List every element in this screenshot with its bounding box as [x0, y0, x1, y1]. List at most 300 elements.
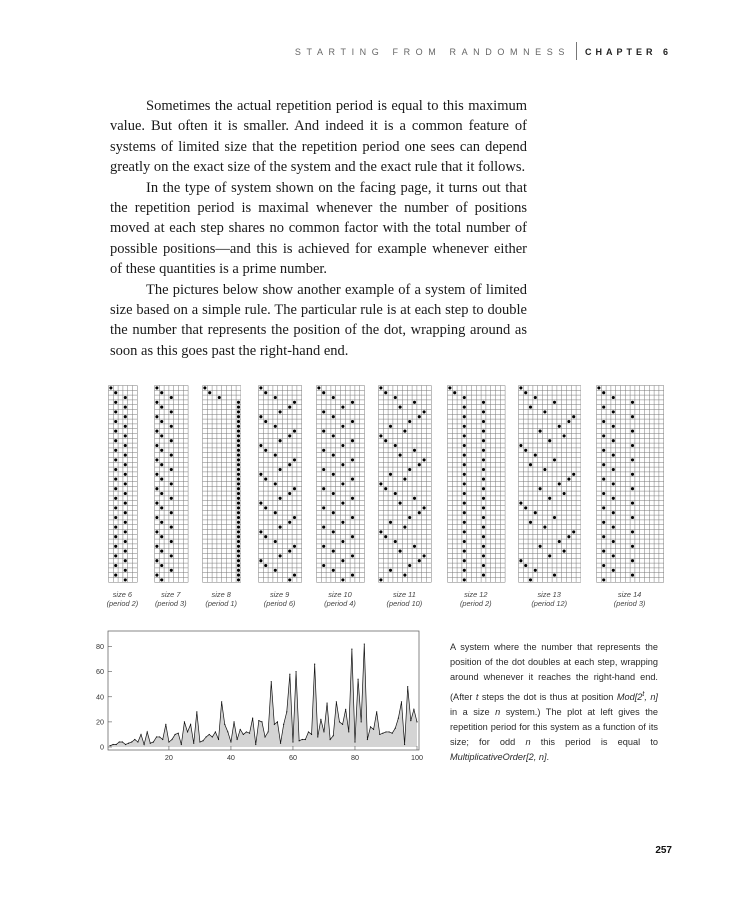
- dot: [288, 578, 291, 581]
- dot: [543, 526, 546, 529]
- dot: [237, 406, 240, 409]
- data-point: [280, 743, 281, 744]
- system-grid-size-11: [378, 385, 432, 583]
- dot: [114, 574, 117, 577]
- data-point: [292, 741, 293, 742]
- dot: [463, 569, 466, 572]
- dot: [384, 535, 387, 538]
- dot: [413, 497, 416, 500]
- dot: [170, 540, 173, 543]
- dot: [341, 559, 344, 562]
- dot: [237, 449, 240, 452]
- dot: [631, 487, 634, 490]
- grid-lines: [519, 386, 581, 583]
- grid-label-period: (period 3): [613, 599, 646, 608]
- dot: [534, 396, 537, 399]
- dot: [612, 468, 615, 471]
- dot: [170, 526, 173, 529]
- grid-label-size: size 12: [464, 590, 488, 599]
- data-point: [308, 731, 309, 732]
- dot: [208, 391, 211, 394]
- dot: [351, 554, 354, 557]
- dot: [482, 574, 485, 577]
- dot: [288, 492, 291, 495]
- dot: [237, 559, 240, 562]
- dot: [124, 578, 127, 581]
- dot: [612, 454, 615, 457]
- dot: [602, 492, 605, 495]
- dot: [274, 540, 277, 543]
- dot: [341, 463, 344, 466]
- dot: [631, 502, 634, 505]
- dot: [332, 492, 335, 495]
- dot: [631, 444, 634, 447]
- dot: [463, 463, 466, 466]
- dot: [160, 506, 163, 509]
- data-point: [243, 734, 244, 735]
- grid-label-period: (period 2): [459, 599, 492, 608]
- dot: [482, 420, 485, 423]
- dot: [524, 449, 527, 452]
- dot: [293, 401, 296, 404]
- y-tick-label: 80: [96, 642, 104, 652]
- dot: [155, 458, 158, 461]
- dot: [463, 530, 466, 533]
- dot: [114, 506, 117, 509]
- body-text: [110, 96, 527, 361]
- data-point: [314, 664, 315, 665]
- dot: [463, 540, 466, 543]
- dot: [463, 406, 466, 409]
- dot: [322, 526, 325, 529]
- dot: [408, 468, 411, 471]
- dot: [279, 439, 282, 442]
- data-point: [410, 720, 411, 721]
- dot: [237, 492, 240, 495]
- grid-label-period: (period 10): [386, 599, 423, 608]
- dot: [155, 545, 158, 548]
- dot: [237, 554, 240, 557]
- dot: [384, 439, 387, 442]
- dot: [237, 454, 240, 457]
- grid-label-period: (period 1): [205, 599, 237, 608]
- dot: [602, 535, 605, 538]
- dot: [463, 396, 466, 399]
- dot: [423, 506, 426, 509]
- dot: [482, 468, 485, 471]
- dot: [237, 434, 240, 437]
- dot: [170, 511, 173, 514]
- dot: [463, 559, 466, 562]
- dot: [463, 521, 466, 524]
- dot: [463, 425, 466, 428]
- dot: [529, 578, 532, 581]
- data-point: [181, 744, 182, 745]
- data-point: [134, 739, 135, 740]
- y-tick-label: 20: [96, 717, 104, 727]
- dot: [351, 574, 354, 577]
- dot: [237, 463, 240, 466]
- dot: [237, 497, 240, 500]
- dot: [155, 386, 158, 389]
- grid-label-period: (period 12): [531, 599, 568, 608]
- x-tick-label: 80: [350, 753, 359, 762]
- dot: [237, 473, 240, 476]
- dot: [114, 430, 117, 433]
- y-tick-label: 40: [96, 692, 104, 702]
- data-point: [413, 709, 414, 710]
- dot: [237, 482, 240, 485]
- dot: [341, 444, 344, 447]
- dot: [379, 386, 382, 389]
- data-point: [376, 711, 377, 712]
- dot: [155, 430, 158, 433]
- data-point: [404, 744, 405, 745]
- dot: [160, 463, 163, 466]
- dot: [170, 569, 173, 572]
- dot: [403, 574, 406, 577]
- grid-label-period: (period 4): [324, 599, 356, 608]
- dot: [124, 482, 127, 485]
- dot: [612, 526, 615, 529]
- dot: [160, 535, 163, 538]
- dot: [602, 550, 605, 553]
- data-point: [305, 739, 306, 740]
- data-point: [175, 734, 176, 735]
- dot: [453, 391, 456, 394]
- dot: [543, 468, 546, 471]
- dot: [114, 391, 117, 394]
- dot: [264, 478, 267, 481]
- dot: [170, 497, 173, 500]
- dot: [379, 434, 382, 437]
- paragraph-1: Sometimes the actual repetition period is equal to this maximum value. But often it is smaller. And indeed it is a common feature of systems of limited size that the repetition period one sees can depend greatly on the exact size of the system and the exact rule that it follows.: [110, 98, 527, 176]
- dot: [399, 454, 402, 457]
- dot: [264, 535, 267, 538]
- dot: [237, 478, 240, 481]
- dot: [389, 425, 392, 428]
- data-point: [326, 702, 327, 703]
- dot: [389, 569, 392, 572]
- dot: [612, 497, 615, 500]
- data-point: [196, 711, 197, 712]
- dot: [114, 516, 117, 519]
- page-number: 257: [655, 845, 672, 856]
- dot: [114, 420, 117, 423]
- dot: [341, 521, 344, 524]
- dot: [602, 506, 605, 509]
- dot: [399, 406, 402, 409]
- dot: [463, 550, 466, 553]
- data-point: [159, 736, 160, 737]
- dot: [351, 458, 354, 461]
- dot: [155, 401, 158, 404]
- data-point: [398, 718, 399, 719]
- dot: [403, 430, 406, 433]
- y-tick-label: 60: [96, 667, 104, 677]
- series-area: [110, 644, 417, 747]
- system-grid-size-10: [316, 385, 365, 583]
- grid-svg: [596, 385, 664, 583]
- dot: [524, 506, 527, 509]
- data-point: [168, 741, 169, 742]
- running-title: STARTING FROM RANDOMNESS: [294, 47, 570, 57]
- data-point: [193, 743, 194, 744]
- dot: [114, 526, 117, 529]
- dot: [539, 487, 542, 490]
- dot: [612, 569, 615, 572]
- dot: [612, 540, 615, 543]
- dot: [322, 468, 325, 471]
- dot: [332, 511, 335, 514]
- grid-svg: [316, 385, 365, 583]
- dot: [317, 386, 320, 389]
- data-point: [333, 735, 334, 736]
- dot: [482, 401, 485, 404]
- dot: [558, 540, 561, 543]
- dot: [418, 511, 421, 514]
- dot: [160, 550, 163, 553]
- dot: [539, 430, 542, 433]
- dot: [124, 463, 127, 466]
- dot: [602, 463, 605, 466]
- dot: [124, 569, 127, 572]
- grid-label: [595, 590, 665, 608]
- data-point: [144, 744, 145, 745]
- data-point: [125, 744, 126, 745]
- data-point: [227, 731, 228, 732]
- dot: [631, 530, 634, 533]
- dot: [279, 468, 282, 471]
- data-point: [345, 709, 346, 710]
- data-point: [215, 731, 216, 732]
- dot: [482, 545, 485, 548]
- dot: [612, 511, 615, 514]
- dot: [124, 406, 127, 409]
- dot: [413, 449, 416, 452]
- dot: [482, 458, 485, 461]
- data-point: [299, 740, 300, 741]
- data-point: [274, 724, 275, 725]
- dot: [399, 550, 402, 553]
- data-point: [286, 711, 287, 712]
- dot: [322, 545, 325, 548]
- data-point: [109, 745, 110, 746]
- dot: [170, 482, 173, 485]
- data-point: [187, 731, 188, 732]
- dot: [322, 391, 325, 394]
- chapter-label: CHAPTER 6: [584, 47, 672, 57]
- grid-lines: [379, 386, 432, 583]
- header-divider: [576, 42, 577, 60]
- dot: [124, 540, 127, 543]
- grid-label-size: size 13: [537, 590, 561, 599]
- dot: [408, 564, 411, 567]
- dot: [351, 401, 354, 404]
- dot: [631, 458, 634, 461]
- dot: [351, 420, 354, 423]
- dot: [463, 511, 466, 514]
- data-point: [407, 686, 408, 687]
- dot: [394, 492, 397, 495]
- data-point: [395, 728, 396, 729]
- data-point: [277, 721, 278, 722]
- data-point: [209, 734, 210, 735]
- dot: [612, 554, 615, 557]
- dot: [114, 439, 117, 442]
- data-point: [264, 736, 265, 737]
- grid-svg: [108, 385, 138, 583]
- dot: [389, 473, 392, 476]
- dot: [237, 526, 240, 529]
- dot: [332, 530, 335, 533]
- dot: [602, 434, 605, 437]
- dot: [379, 482, 382, 485]
- data-point: [320, 719, 321, 720]
- data-point: [373, 729, 374, 730]
- grid-svg: [518, 385, 581, 583]
- dot: [572, 415, 575, 418]
- dot: [332, 415, 335, 418]
- dot: [612, 482, 615, 485]
- data-point: [342, 724, 343, 725]
- dot: [341, 482, 344, 485]
- dot: [553, 574, 556, 577]
- dot: [418, 415, 421, 418]
- dot: [418, 463, 421, 466]
- dot: [553, 516, 556, 519]
- dot: [259, 386, 262, 389]
- data-point: [153, 741, 154, 742]
- dot: [124, 559, 127, 562]
- dot: [482, 430, 485, 433]
- system-grid-size-8: [202, 385, 241, 583]
- dot: [288, 463, 291, 466]
- dot: [602, 478, 605, 481]
- data-point: [147, 731, 148, 732]
- dot: [482, 564, 485, 567]
- dot: [529, 463, 532, 466]
- dot: [155, 444, 158, 447]
- grid-label-size: size 7: [161, 590, 181, 599]
- dot: [114, 487, 117, 490]
- dot: [218, 396, 221, 399]
- grid-label-period: (period 2): [106, 599, 139, 608]
- data-point: [233, 721, 234, 722]
- dot: [463, 444, 466, 447]
- dot: [203, 386, 206, 389]
- dot: [160, 391, 163, 394]
- dot: [399, 502, 402, 505]
- grid-label-size: size 8: [211, 590, 231, 599]
- dot: [463, 473, 466, 476]
- data-point: [190, 724, 191, 725]
- data-point: [237, 739, 238, 740]
- dot: [155, 516, 158, 519]
- dot: [389, 521, 392, 524]
- data-point: [156, 736, 157, 737]
- dot: [170, 468, 173, 471]
- data-point: [261, 721, 262, 722]
- dot: [124, 492, 127, 495]
- data-point: [317, 736, 318, 737]
- dot: [394, 396, 397, 399]
- data-point: [367, 739, 368, 740]
- dot: [124, 530, 127, 533]
- dot: [322, 430, 325, 433]
- system-grid-size-7: [154, 385, 189, 583]
- dot: [237, 535, 240, 538]
- dot: [394, 444, 397, 447]
- grid-svg: [378, 385, 432, 583]
- dot: [563, 550, 566, 553]
- dot: [160, 492, 163, 495]
- dot: [237, 540, 240, 543]
- dot: [602, 564, 605, 567]
- dot: [237, 420, 240, 423]
- dot: [351, 497, 354, 500]
- dot: [423, 410, 426, 413]
- dot: [463, 492, 466, 495]
- data-point: [392, 733, 393, 734]
- dot: [160, 406, 163, 409]
- dot: [114, 554, 117, 557]
- data-point: [339, 721, 340, 722]
- period-plot: [88, 628, 428, 773]
- dot: [155, 530, 158, 533]
- data-point: [252, 718, 253, 719]
- grid-lines: [109, 386, 138, 583]
- dot: [155, 415, 158, 418]
- dot: [274, 425, 277, 428]
- dot: [237, 439, 240, 442]
- dot: [237, 458, 240, 461]
- dot: [631, 401, 634, 404]
- dot: [155, 473, 158, 476]
- dot: [602, 406, 605, 409]
- dot: [170, 454, 173, 457]
- dot: [237, 564, 240, 567]
- data-point: [295, 671, 296, 672]
- dot: [322, 449, 325, 452]
- dot: [524, 391, 527, 394]
- dot: [394, 540, 397, 543]
- dot: [524, 564, 527, 567]
- data-point: [336, 701, 337, 702]
- dot: [351, 535, 354, 538]
- grid-lines: [203, 386, 241, 583]
- grid-label: [305, 590, 375, 608]
- dot: [602, 391, 605, 394]
- dot: [572, 473, 575, 476]
- dot: [482, 497, 485, 500]
- data-point: [171, 739, 172, 740]
- dot: [237, 401, 240, 404]
- dot: [482, 506, 485, 509]
- dot: [288, 434, 291, 437]
- dot: [114, 535, 117, 538]
- dot: [155, 487, 158, 490]
- dot: [403, 526, 406, 529]
- dot: [612, 439, 615, 442]
- dot: [519, 502, 522, 505]
- data-point: [255, 744, 256, 745]
- dot: [341, 425, 344, 428]
- dot: [124, 425, 127, 428]
- running-header: [295, 42, 672, 60]
- paragraph-2: In the type of system shown on the facing page, it turns out that the repetition period is maximal whenever the number of positions moved at each step shares no common factor with the total number of possible positions—and this is achieved for example whenever either of these quantities is a prime number.: [110, 179, 527, 278]
- dot: [463, 415, 466, 418]
